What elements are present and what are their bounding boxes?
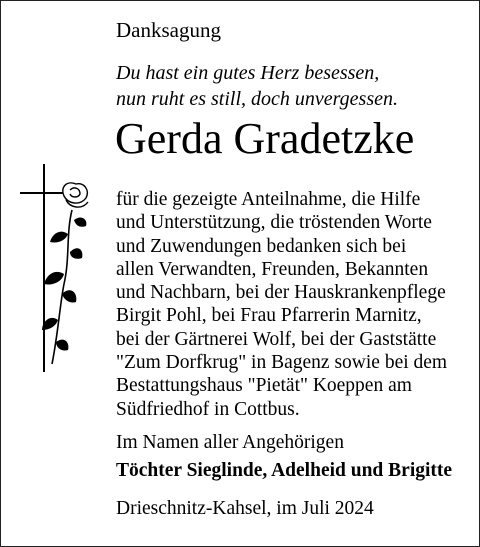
thanks-line: und Nachbarn, bei der Hauskrankenpflege [116,282,446,304]
thanks-text [116,188,447,421]
thanks-line: allen Verwandten, Freunden, Bekannten [116,258,429,280]
verse [116,60,398,112]
notice-heading: Danksagung [116,18,221,42]
family-signature: Töchter Sieglinde, Adelheid und Brigitte [116,460,453,481]
thanks-line: und Zuwendungen bedanken sich bei [116,235,407,257]
thanks-line: Bestattungshaus "Pietät" Koeppen am [116,375,412,397]
closing-line: Im Namen aller Angehörigen [116,432,344,453]
place-date: Drieschnitz-Kahsel, im Juli 2024 [116,498,374,519]
thanks-line: Südfriedhof in Cottbus. [116,398,300,420]
thanks-line: und Unterstützung, die tröstenden Worte [116,212,432,234]
cross-with-rose-icon [20,164,100,372]
verse-line-2: nun ruht es still, doch unvergessen. [116,88,399,110]
thanks-line: "Zum Dorfkrug" in Bagenz sowie bei dem [116,352,448,374]
thanks-line: für die gezeigte Anteilnahme, die Hilfe [116,189,421,210]
verse-line-1: Du hast ein gutes Herz besessen, [116,62,380,84]
thanks-line: Birgit Pohl, bei Frau Pfarrerin Marnitz, [116,305,422,327]
thanks-line: bei der Gärtnerei Wolf, bei der Gaststätte [116,328,437,350]
deceased-name: Gerda Gradetzke [115,114,415,163]
